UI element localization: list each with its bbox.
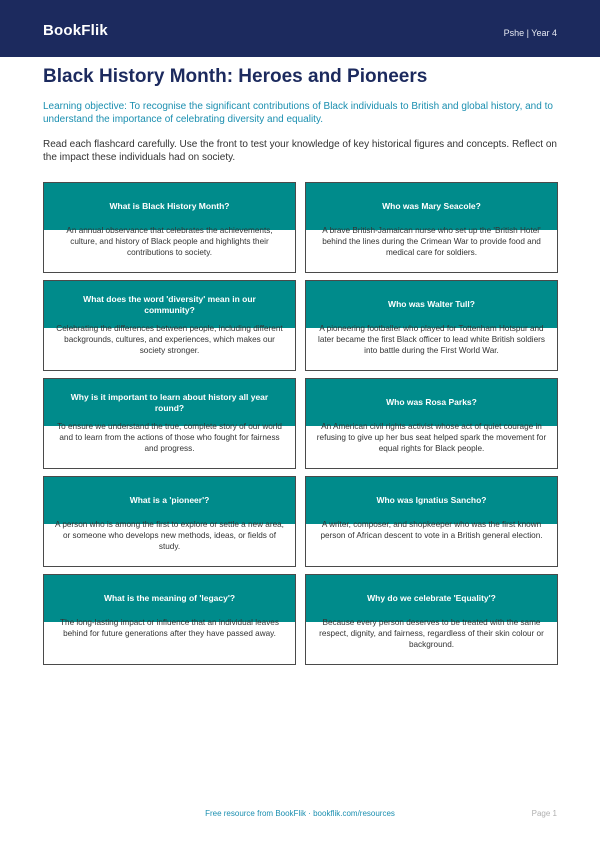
- flashcard-question: Who was Mary Seacole?: [306, 183, 557, 230]
- flashcard-question: What is a 'pioneer'?: [44, 477, 295, 524]
- flashcard-question: Who was Walter Tull?: [306, 281, 557, 328]
- flashcard-answer: An annual observance that celebrates the achievements, culture, and history of Black people and highlights their contributions to society.: [66, 226, 273, 257]
- flashcard-answer: To ensure we understand the true, complete story of our world and to learn from the actions of those who fought for fairness and progress.: [57, 422, 282, 453]
- flashcard-answer: A pioneering footballer who played for Tottenham Hotspur and later became the first Black officer to lead white British soldiers into battle during the First World War.: [318, 324, 545, 355]
- instructions: Read each flashcard carefully. Use the front to test your knowledge of key historical figures and concepts. Reflect on the impact these individuals had on society.: [43, 139, 557, 163]
- flashcard-question: What is Black History Month?: [44, 183, 295, 230]
- flashcard-answer: An American civil rights activist whose act of quiet courage in refusing to give up her bus seat helped spark the movement for equal rights for Black people.: [316, 422, 547, 453]
- flashcard[interactable]: [43, 378, 296, 469]
- flashcard[interactable]: [43, 574, 296, 665]
- footer-link[interactable]: Free resource from BookFlik · bookflik.com/resources: [205, 809, 395, 818]
- flashcard[interactable]: [305, 182, 558, 273]
- flashcard-answer: Celebrating the differences between people, including different backgrounds, cultures, and experiences, which makes our society stronger.: [56, 324, 283, 355]
- flashcard-answer: A person who is among the first to explore or settle a new area, or someone who develops new methods, ideas, or fields of study.: [55, 520, 284, 551]
- flashcard[interactable]: [305, 574, 558, 665]
- flashcard[interactable]: [43, 280, 296, 371]
- subject-year-label: Pshe | Year 4: [503, 28, 557, 38]
- flashcard-answer: The long-lasting impact or influence that an individual leaves behind for future generations after they have passed away.: [60, 618, 279, 638]
- flashcard[interactable]: [43, 476, 296, 567]
- flashcard[interactable]: [305, 476, 558, 567]
- brand-logo[interactable]: BookFlik: [43, 22, 108, 39]
- flashcard-question: Who was Ignatius Sancho?: [306, 477, 557, 524]
- flashcard-question: Who was Rosa Parks?: [306, 379, 557, 426]
- page-number: Page 1: [531, 809, 557, 818]
- flashcard-question: Why is it important to learn about history all year round?: [44, 379, 295, 426]
- flashcard-question: What is the meaning of 'legacy'?: [44, 575, 295, 622]
- flashcard-answer: Because every person deserves to be treated with the same respect, dignity, and fairness, regardless of their skin colour or background.: [319, 618, 544, 649]
- flashcard-answer: A writer, composer, and shopkeeper who was the first known person of African descent to vote in a British general election.: [320, 520, 543, 540]
- learning-objective: Learning objective: To recognise the significant contributions of Black individuals to British and global history, and to understand the importance of celebrating diversity and equality.: [43, 101, 553, 125]
- flashcard[interactable]: [305, 378, 558, 469]
- flashcard-grid: [43, 182, 558, 665]
- flashcard-question: Why do we celebrate 'Equality'?: [306, 575, 557, 622]
- page-header: [0, 0, 600, 57]
- flashcard-answer: A brave British-Jamaican nurse who set up the 'British Hotel' behind the lines during the Crimean War to provide food and medical care for soldiers.: [322, 226, 541, 257]
- flashcard[interactable]: [305, 280, 558, 371]
- flashcard-question: What does the word 'diversity' mean in our community?: [44, 281, 295, 328]
- flashcard[interactable]: [43, 182, 296, 273]
- page-title: Black History Month: Heroes and Pioneers: [43, 66, 428, 87]
